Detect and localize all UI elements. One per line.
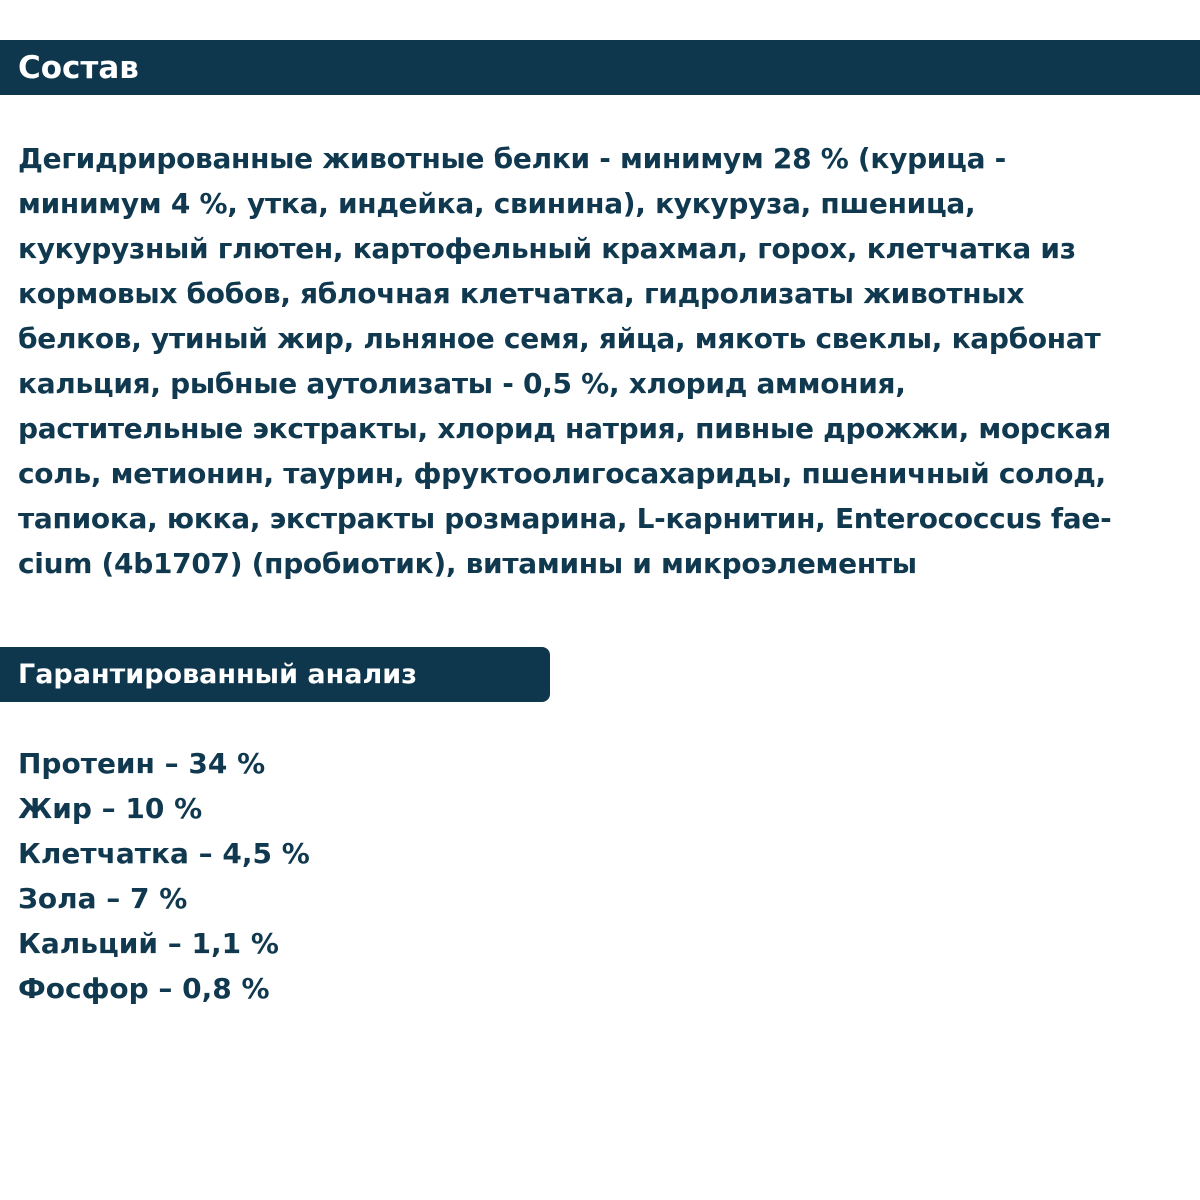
analysis-item-fiber: Клетчатка – 4,5 % <box>18 837 310 870</box>
composition-line: белков, утиный жир, льняное семя, яйца, мякоть свеклы, карбонат <box>18 322 1101 355</box>
analysis-list <box>18 741 310 1011</box>
composition-header-bar <box>0 40 1200 95</box>
composition-text <box>18 136 1168 586</box>
composition-line: кукурузный глютен, картофельный крахмал, горох, клетчатка из <box>18 232 1076 265</box>
composition-line: тапиока, юкка, экстракты розмарина, L-карнитин, Enterococcus fae- <box>18 502 1112 535</box>
analysis-item-phosphorus: Фосфор – 0,8 % <box>18 972 270 1005</box>
composition-line: соль, метионин, таурин, фруктоолигосахариды, пшеничный солод, <box>18 457 1106 490</box>
composition-line: растительные экстракты, хлорид натрия, пивные дрожжи, морская <box>18 412 1111 445</box>
composition-line: cium (4b1707) (пробиотик), витамины и микроэлементы <box>18 547 917 580</box>
analysis-item-calcium: Кальций – 1,1 % <box>18 927 279 960</box>
analysis-heading: Гарантированный анализ <box>18 659 417 690</box>
composition-line: кальция, рыбные аутолизаты - 0,5 %, хлорид аммония, <box>18 367 906 400</box>
composition-line: кормовых бобов, яблочная клетчатка, гидролизаты животных <box>18 277 1025 310</box>
analysis-item-fat: Жир – 10 % <box>18 792 203 825</box>
composition-line: минимум 4 %, утка, индейка, свинина), кукуруза, пшеница, <box>18 187 976 220</box>
analysis-header-bar <box>0 647 550 702</box>
analysis-item-ash: Зола – 7 % <box>18 882 188 915</box>
composition-heading: Состав <box>18 49 139 86</box>
composition-line: Дегидрированные животные белки - минимум 28 % (курица - <box>18 142 1006 175</box>
analysis-item-protein: Протеин – 34 % <box>18 747 266 780</box>
